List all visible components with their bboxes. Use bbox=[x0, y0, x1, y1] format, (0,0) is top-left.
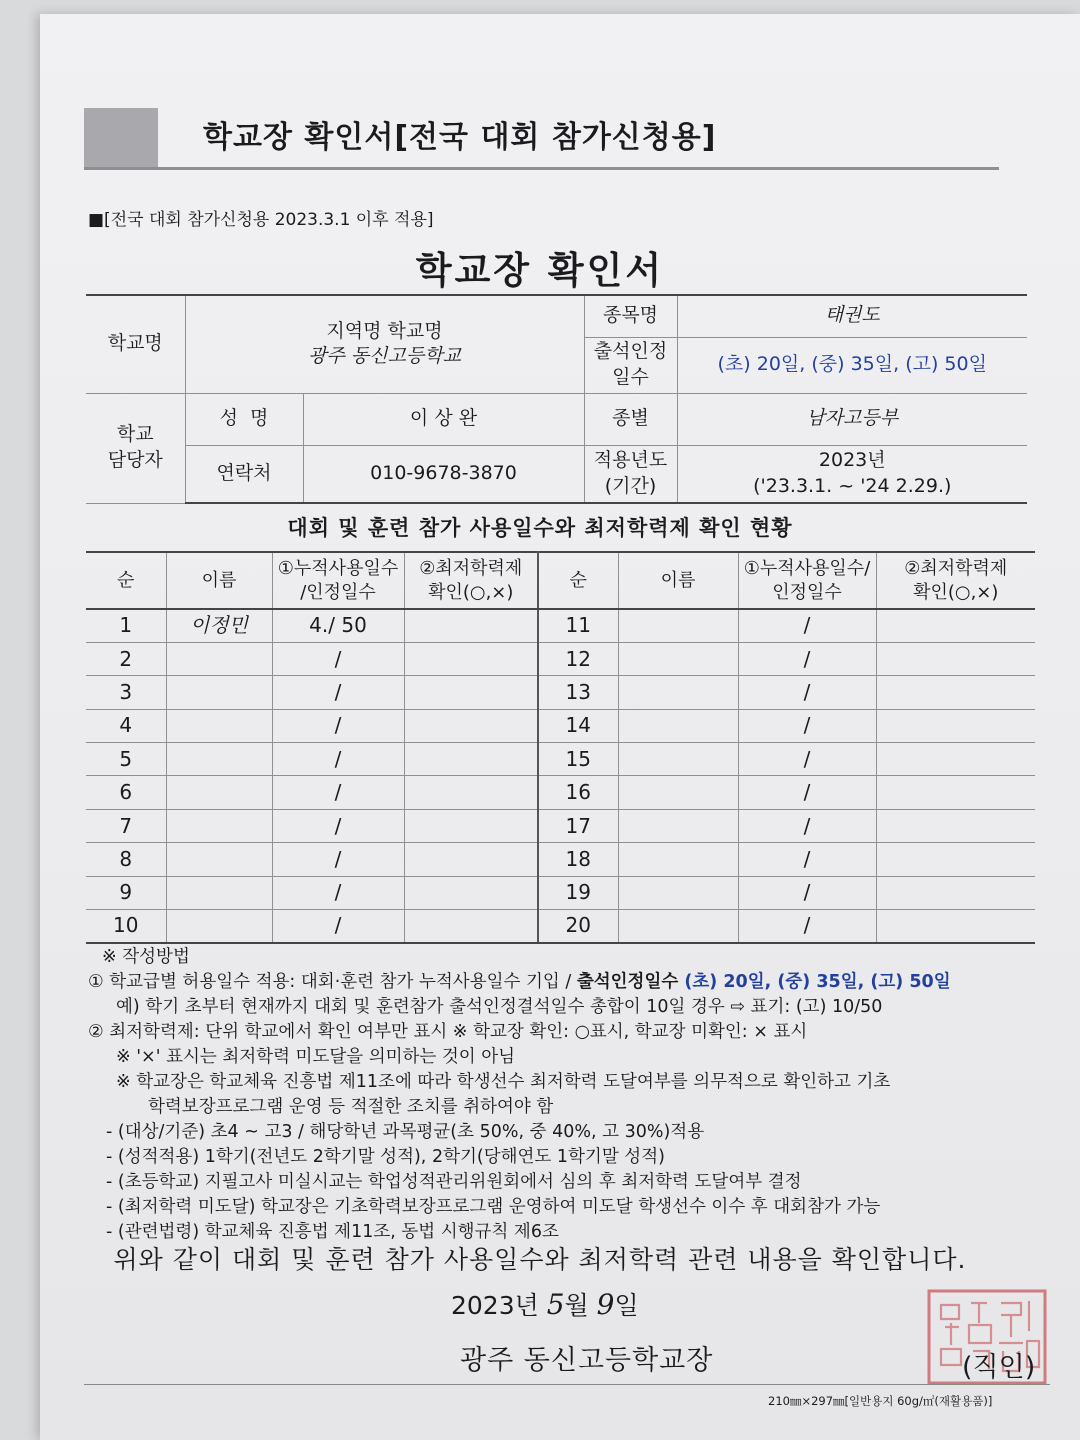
row-name-right bbox=[618, 609, 738, 642]
row-number: 7 bbox=[86, 809, 166, 842]
row-name bbox=[166, 709, 272, 742]
applicability-note: ■[전국 대회 참가신청용 2023.3.1 이후 적용] bbox=[88, 210, 434, 230]
participation-rows bbox=[86, 609, 1035, 943]
school-sublabel: 지역명 학교명 bbox=[326, 319, 443, 342]
note-1-days: (초) 20일, (중) 35일, (고) 50일 bbox=[684, 972, 951, 992]
row-days: / bbox=[272, 910, 404, 943]
seal-label: (직인) bbox=[962, 1352, 1036, 1383]
row-days-right: / bbox=[738, 809, 876, 842]
row-name bbox=[166, 809, 272, 842]
row-name bbox=[166, 843, 272, 876]
col-header-check-right bbox=[876, 552, 1035, 609]
detail-3: - (초등학교) 지필고사 미실시교는 학업성적관리위원회에서 심의 후 최저학력 도달여부 결정 bbox=[106, 1172, 802, 1192]
table-row bbox=[86, 843, 1035, 876]
col-header-days-right bbox=[738, 552, 876, 609]
footer-divider bbox=[84, 1384, 1050, 1385]
row-name-right bbox=[618, 776, 738, 809]
row-check bbox=[404, 910, 538, 943]
row-name: 이정민 bbox=[166, 609, 272, 642]
paper-spec-footer: 210㎜×297㎜[일반용지 60g/㎡(재활용품)] bbox=[768, 1394, 993, 1408]
row-number: 10 bbox=[86, 910, 166, 943]
school-cell bbox=[185, 295, 584, 393]
row-number: 2 bbox=[86, 642, 166, 675]
date-year: 2023년 bbox=[451, 1291, 539, 1320]
school-value: 광주 동신고등학교 bbox=[308, 345, 461, 368]
row-check-right bbox=[876, 642, 1035, 675]
row-days-right: / bbox=[738, 676, 876, 709]
date-day: 9 bbox=[596, 1288, 615, 1321]
col-header-check bbox=[404, 552, 538, 609]
year-value: 2023년 bbox=[818, 449, 886, 472]
row-name-right bbox=[618, 876, 738, 909]
row-name-right bbox=[618, 910, 738, 943]
row-check bbox=[404, 676, 538, 709]
row-check bbox=[404, 876, 538, 909]
row-name bbox=[166, 910, 272, 943]
row-check-right bbox=[876, 843, 1035, 876]
year-label-line1: 적용년도 bbox=[593, 449, 668, 472]
row-days-right: / bbox=[738, 642, 876, 675]
row-check-right bbox=[876, 776, 1035, 809]
row-days: / bbox=[272, 743, 404, 776]
note-2-b-cont: 학력보장프로그램 운영 등 적절한 조치를 취하여야 함 bbox=[148, 1097, 554, 1117]
row-days-right: / bbox=[738, 910, 876, 943]
col-header-name-right: 이름 bbox=[618, 552, 738, 609]
row-days-right: / bbox=[738, 776, 876, 809]
row-number-right: 20 bbox=[538, 910, 618, 943]
detail-4: - (최저학력 미도달) 학교장은 기초학력보장프로그램 운영하여 미도달 학생선수 이수 후 대회참가 가능 bbox=[106, 1197, 881, 1217]
manager-label-line2: 담당자 bbox=[107, 449, 163, 471]
row-days-right: / bbox=[738, 709, 876, 742]
col-header-no-right: 순 bbox=[538, 552, 618, 609]
header-title: 학교장 확인서[전국 대회 참가신청용] bbox=[203, 120, 717, 155]
row-number-right: 19 bbox=[538, 876, 618, 909]
row-number: 8 bbox=[86, 843, 166, 876]
date-month-unit: 월 bbox=[564, 1291, 589, 1320]
row-days: / bbox=[272, 843, 404, 876]
note-1 bbox=[88, 970, 1048, 995]
row-name-right bbox=[618, 642, 738, 675]
section-title: 대회 및 훈련 참가 사용일수와 최저학력제 확인 현황 bbox=[287, 516, 793, 540]
row-number: 1 bbox=[86, 609, 166, 642]
table-row bbox=[86, 743, 1035, 776]
confirmation-statement: 위와 같이 대회 및 훈련 참가 사용일수와 최저학력 관련 내용을 확인합니다. bbox=[113, 1245, 967, 1274]
row-days-right: / bbox=[738, 843, 876, 876]
table-row bbox=[86, 676, 1035, 709]
row-check bbox=[404, 642, 538, 675]
row-days-right: / bbox=[738, 743, 876, 776]
table-row bbox=[86, 776, 1035, 809]
header-gray-block bbox=[84, 108, 158, 168]
year-label bbox=[584, 445, 677, 503]
document-title: 학교장 확인서 bbox=[415, 249, 665, 292]
row-number: 5 bbox=[86, 743, 166, 776]
attendance-label bbox=[584, 337, 677, 393]
row-name bbox=[166, 776, 272, 809]
note-1-bold: 출석인정일수 bbox=[576, 972, 685, 992]
col-header-check-right-line1: ②최저학력제 bbox=[904, 558, 1008, 580]
row-check bbox=[404, 809, 538, 842]
instructions bbox=[88, 945, 1048, 1245]
period-value: ('23.3.1. ~ '24 2.29.) bbox=[753, 474, 952, 497]
row-number-right: 18 bbox=[538, 843, 618, 876]
row-days: / bbox=[272, 676, 404, 709]
row-days-right: / bbox=[738, 609, 876, 642]
row-number-right: 13 bbox=[538, 676, 618, 709]
col-header-days-right-line2: 인정일수 bbox=[772, 581, 842, 603]
col-header-days-line1: ①누적사용일수 bbox=[277, 558, 399, 580]
detail-2: - (성적적용) 1학기(전년도 2학기말 성적), 2학기(당해연도 1학기말 성적) bbox=[106, 1147, 665, 1167]
note-1-text: ① 학교급별 허용일수 적용: 대회·훈련 참가 누적사용일수 기입 / bbox=[88, 972, 577, 992]
row-name-right bbox=[618, 709, 738, 742]
manager-label-line1: 학교 bbox=[116, 423, 154, 446]
col-header-days-right-line1: ①누적사용일수/ bbox=[743, 558, 871, 580]
row-days: / bbox=[272, 876, 404, 909]
table-row bbox=[86, 809, 1035, 842]
table-row bbox=[86, 609, 1035, 642]
row-number-right: 12 bbox=[538, 642, 618, 675]
row-number: 4 bbox=[86, 709, 166, 742]
row-number: 6 bbox=[86, 776, 166, 809]
row-name bbox=[166, 642, 272, 675]
participation-table bbox=[86, 551, 1035, 944]
detail-1: - (대상/기준) 초4 ~ 고3 / 해당학년 과목평균(초 50%, 중 40%, 고 30%)적용 bbox=[106, 1122, 705, 1142]
table-row bbox=[86, 642, 1035, 675]
col-header-no: 순 bbox=[86, 552, 166, 609]
row-number-right: 15 bbox=[538, 743, 618, 776]
row-check bbox=[404, 776, 538, 809]
col-header-days bbox=[272, 552, 404, 609]
row-name-right bbox=[618, 743, 738, 776]
table-row bbox=[86, 876, 1035, 909]
sport-value: 태권도 bbox=[677, 295, 1027, 337]
row-number-right: 11 bbox=[538, 609, 618, 642]
row-days: / bbox=[272, 709, 404, 742]
row-check-right bbox=[876, 876, 1035, 909]
table-row bbox=[86, 910, 1035, 943]
note-1-example: 예) 학기 초부터 현재까지 대회 및 훈련참가 출석인정결석일수 총합이 10일 경우 ⇨ 표기: (고) 10/50 bbox=[116, 997, 883, 1017]
note-2-a: ※ '×' 표시는 최저학력 미도달을 의미하는 것이 아님 bbox=[116, 1047, 516, 1067]
contact-label: 연락처 bbox=[185, 445, 303, 503]
sport-label: 종목명 bbox=[584, 295, 677, 337]
row-name bbox=[166, 876, 272, 909]
row-check-right bbox=[876, 709, 1035, 742]
row-check bbox=[404, 609, 538, 642]
col-header-name: 이름 bbox=[166, 552, 272, 609]
row-days: / bbox=[272, 776, 404, 809]
date-day-unit: 일 bbox=[614, 1291, 639, 1320]
date-month: 5 bbox=[546, 1288, 565, 1321]
category-value: 남자고등부 bbox=[677, 393, 1027, 445]
row-name bbox=[166, 743, 272, 776]
info-table bbox=[86, 294, 1027, 504]
school-label: 학교명 bbox=[86, 295, 185, 393]
row-check-right bbox=[876, 910, 1035, 943]
year-cell bbox=[677, 445, 1027, 503]
name-label: 성 명 bbox=[185, 393, 303, 445]
principal-name: 광주 동신고등학교장 bbox=[460, 1345, 714, 1376]
year-label-line2: (기간) bbox=[604, 474, 657, 497]
row-check-right bbox=[876, 743, 1035, 776]
row-number-right: 17 bbox=[538, 809, 618, 842]
row-check-right bbox=[876, 676, 1035, 709]
header-divider bbox=[84, 167, 999, 170]
contact-value: 010-9678-3870 bbox=[303, 445, 584, 503]
note-2-b: ※ 학교장은 학교체육 진흥법 제11조에 따라 학생선수 최저학력 도달여부를 의무적으로 확인하고 기초 bbox=[116, 1072, 891, 1092]
row-number-right: 16 bbox=[538, 776, 618, 809]
col-header-check-right-line2: 확인(○,×) bbox=[913, 581, 999, 603]
row-check bbox=[404, 743, 538, 776]
note-2: ② 최저학력제: 단위 학교에서 확인 여부만 표시 ※ 학교장 확인: ○표시, 학교장 미확인: × 표시 bbox=[88, 1022, 808, 1042]
row-number-right: 14 bbox=[538, 709, 618, 742]
row-check bbox=[404, 709, 538, 742]
name-value: 이 상 완 bbox=[303, 393, 584, 445]
row-check-right bbox=[876, 609, 1035, 642]
row-days: / bbox=[272, 642, 404, 675]
row-name bbox=[166, 676, 272, 709]
col-header-days-line2: /인정일수 bbox=[300, 581, 376, 603]
attendance-label-line2: 일수 bbox=[612, 366, 649, 388]
row-check-right bbox=[876, 809, 1035, 842]
row-name-right bbox=[618, 843, 738, 876]
row-days: / bbox=[272, 809, 404, 842]
row-name-right bbox=[618, 809, 738, 842]
row-name-right bbox=[618, 676, 738, 709]
row-days: 4./ 50 bbox=[272, 609, 404, 642]
row-check bbox=[404, 843, 538, 876]
col-header-check-line1: ②최저학력제 bbox=[419, 558, 523, 580]
attendance-value: (초) 20일, (중) 35일, (고) 50일 bbox=[677, 337, 1027, 393]
detail-5: - (관련법령) 학교체육 진흥법 제11조, 동법 시행규칙 제6조 bbox=[106, 1222, 559, 1242]
issue-date bbox=[451, 1286, 639, 1322]
col-header-check-line2: 확인(○,×) bbox=[428, 581, 514, 603]
row-number: 9 bbox=[86, 876, 166, 909]
row-number: 3 bbox=[86, 676, 166, 709]
attendance-label-line1: 출석인정 bbox=[593, 340, 668, 363]
table-row bbox=[86, 709, 1035, 742]
manager-label bbox=[86, 393, 185, 503]
notes-title: ※ 작성방법 bbox=[102, 947, 190, 967]
category-label: 종별 bbox=[584, 393, 677, 445]
row-days-right: / bbox=[738, 876, 876, 909]
